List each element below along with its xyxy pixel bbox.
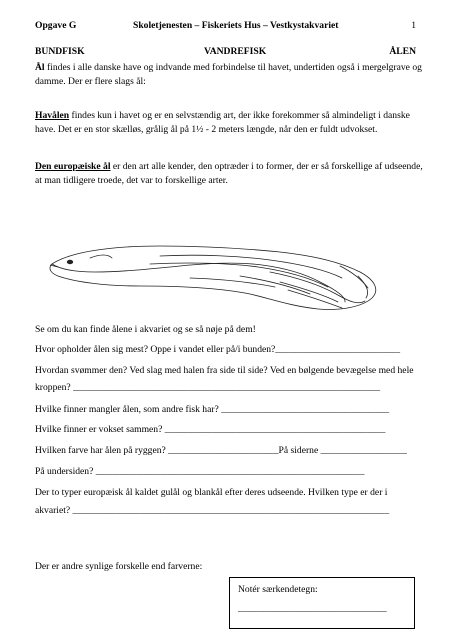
category-row [35, 45, 416, 59]
category-aalen: ÅLEN [389, 46, 416, 57]
question-line[interactable]: På undersiden? ________________________________________________________ [35, 466, 365, 477]
header-title: Skoletjenesten – Fiskeriets Hus – Vestkystakvariet [133, 20, 339, 31]
eel-illustration [40, 232, 385, 312]
category-vandrefisk: VANDREFISK [204, 46, 267, 57]
note-box[interactable] [229, 577, 415, 629]
question-line: Se om du kan finde ålene i akvariet og se så nøje på dem! [35, 324, 256, 335]
page-number: 1 [411, 20, 416, 31]
europaeisk-lead: Den europæiske ål [35, 161, 111, 172]
intro-text: findes i alle danske have og indvande med forbindelse til havet, undertiden også i mergelgrave og damme. Der er flere slags ål: [35, 62, 422, 88]
note-box-line[interactable]: _______________________________ [238, 603, 387, 614]
question-line[interactable]: Hvor opholder ålen sig mest? Oppe i vandet eller på/i bunden?__________________________ [35, 344, 401, 355]
category-bundfisk: BUNDFISK [35, 46, 85, 57]
havaal-lead: Havålen [35, 110, 70, 121]
question-line[interactable]: akvariet? __________________________________________________________________ [35, 505, 390, 516]
assignment-label: Opgave G [35, 20, 77, 31]
question-line[interactable]: Hvilke finner mangler ålen, som andre fisk har? ___________________________________ [35, 404, 390, 415]
page-header [35, 19, 416, 33]
note-box-label: Notér særkendetegn: [238, 584, 318, 595]
question-line[interactable]: Hvilke finner er vokset sammen? ______________________________________________ [35, 424, 386, 435]
europaeisk-paragraph [35, 160, 425, 189]
intro-lead: Ål [35, 62, 45, 73]
footer-text: Der er andre synlige forskelle end farverne: [35, 561, 203, 572]
intro-paragraph [35, 61, 425, 90]
europaeisk-text: er den art alle kender, den optræder i to former, der er så forskellige af udseende, at man tidligere troede, det var to forskellige arter. [35, 161, 423, 187]
havaal-paragraph [35, 109, 425, 138]
havaal-text: findes kun i havet og er en selvstændig art, der ikke forekommer så almindeligt i danske have. Det er en stor skælløs, grålig ål på 1½ - 2 meters længde, når den er fuldt udvokset. [35, 110, 410, 136]
question-line[interactable]: Hvilken farve har ålen på ryggen? _______________________På siderne __________________ [35, 445, 407, 456]
question-line: Hvordan svømmer den? Ved slag med halen fra side til side? Ved en bølgende bevægelse med hele [35, 365, 414, 376]
question-line[interactable]: kroppen? ________________________________________________________________ [35, 382, 381, 393]
question-line: Der to typer europæisk ål kaldet gulål og blankål efter deres udseende. Hvilken type er der i [35, 487, 388, 498]
